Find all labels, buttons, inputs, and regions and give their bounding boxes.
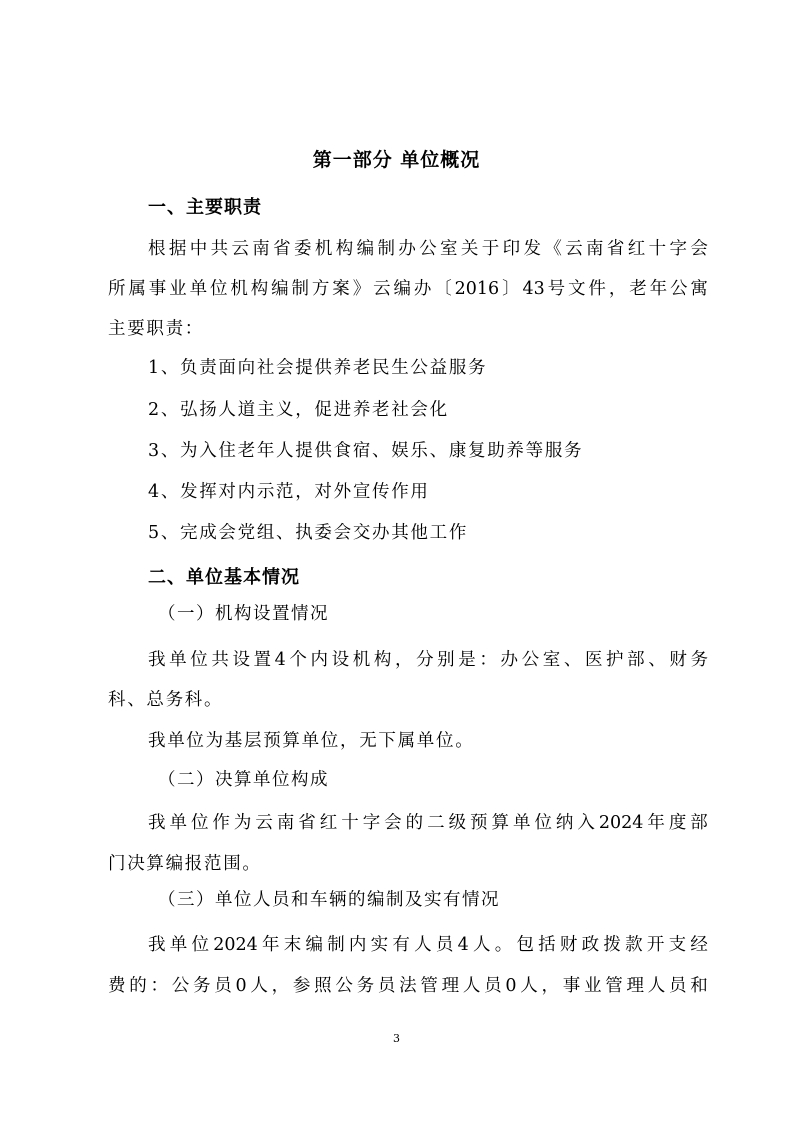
paragraph-line: 科、总务科。 <box>108 690 224 710</box>
duty-item: 1、负责面向社会提供养老民生公益服务 <box>148 358 488 378</box>
section-heading-main-duties: 一、主要职责 <box>148 197 262 218</box>
paragraph-line: 门决算编报范围。 <box>108 854 262 874</box>
paragraph-line: 费 的 ： 公 务 员 0 人 ， 参 照 公 务 员 法 管 理 人 员 0 人 ， 事 业 管 理 人 员 和 <box>108 976 708 996</box>
subsection-heading-staff-vehicles: （三）单位人员和车辆的编制及实有情况 <box>158 890 500 910</box>
paragraph-line: 我 单 位 2024 年 末 编 制 内 实 有 人 员 4 人 。 包 括 财 政 拨 款 开 支 经 <box>148 935 708 955</box>
paragraph-line: 我单位为基层预算单位，无下属单位。 <box>148 731 475 751</box>
page-number: 3 <box>393 1032 400 1045</box>
page-title: 第一部分 单位概况 <box>312 149 481 171</box>
paragraph-line: 主要职责： <box>108 319 204 339</box>
duty-item: 3、为入住老年人提供食宿、娱乐、康复助养等服务 <box>148 441 584 461</box>
subsection-heading-org-setup: （一）机构设置情况 <box>158 604 329 624</box>
paragraph-line: 我 单 位 共 设 置 4 个 内 设 机 构 ， 分 别 是 ： 办 公 室 、 医 护 部 、 财 务 <box>148 650 708 670</box>
subsection-heading-budget-units: （二）决算单位构成 <box>158 770 329 790</box>
paragraph-line: 所 属 事 业 单 位 机 构 编 制 方 案 》 云 编 办 〔 2016 〕 43 号 文 件 ， 老 年 公 寓 <box>108 279 708 299</box>
section-heading-basic-info: 二、单位基本情况 <box>148 567 300 588</box>
duty-item: 5、完成会党组、执委会交办其他工作 <box>148 523 469 543</box>
duty-item: 2、弘扬人道主义，促进养老社会化 <box>148 400 449 420</box>
paragraph-line: 我 单 位 作 为 云 南 省 红 十 字 会 的 二 级 预 算 单 位 纳 入 2024 年 度 部 <box>148 813 708 833</box>
paragraph-line: 根 据 中 共 云 南 省 委 机 构 编 制 办 公 室 关 于 印 发 《 云 南 省 红 十 字 会 <box>148 239 708 259</box>
duty-item: 4、发挥对内示范，对外宣传作用 <box>148 482 430 502</box>
